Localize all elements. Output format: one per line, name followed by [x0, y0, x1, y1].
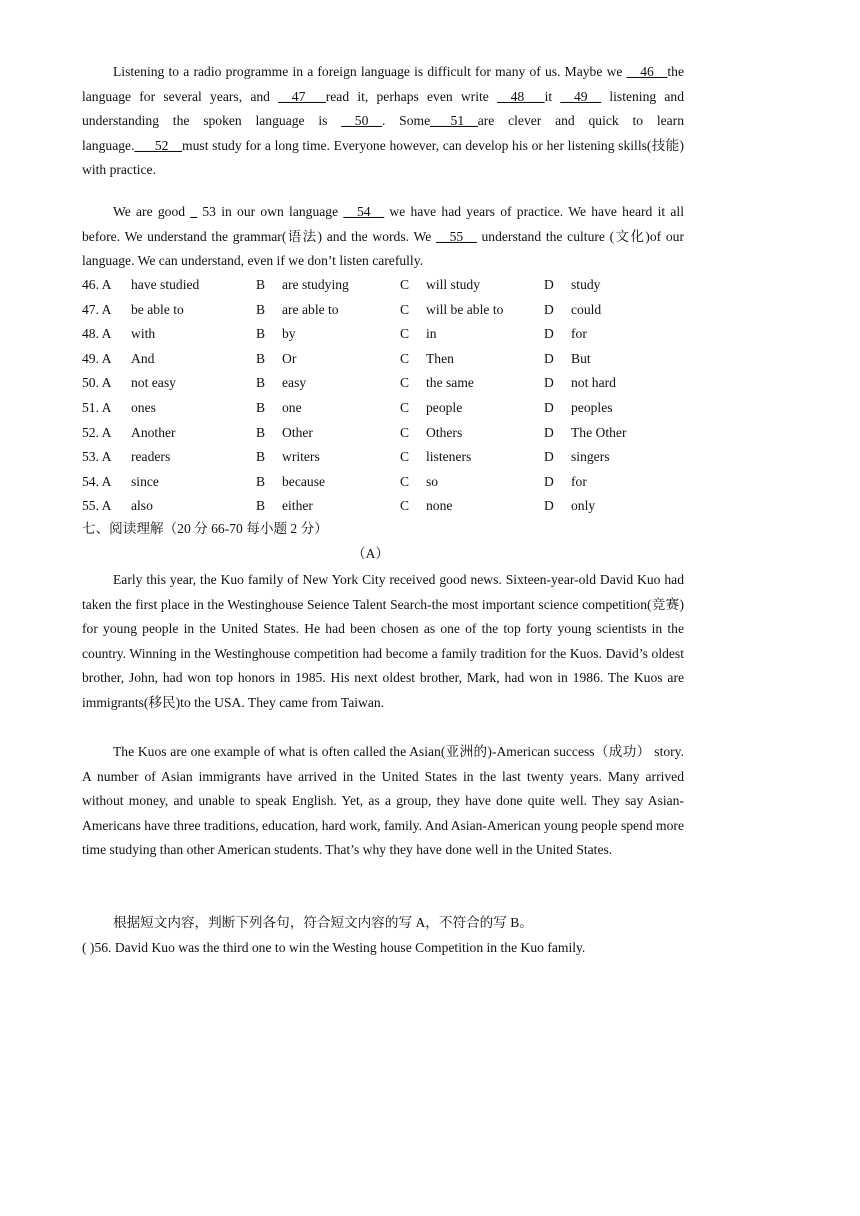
text-run: must study for a long time. Everyone however, can develop his or her listening skills(技能) with practice. [82, 137, 684, 178]
option-row [82, 445, 684, 470]
blank: __49__ [560, 88, 602, 104]
blank: __46__ [626, 64, 668, 79]
letter-d: D [544, 350, 554, 366]
letter-d: D [544, 449, 554, 465]
cloze-paragraph-2 [82, 200, 684, 274]
option-number: 55. A [82, 498, 112, 514]
option-a: with [131, 326, 156, 342]
option-number: 47. A [82, 301, 112, 317]
blank: __47___ [278, 88, 326, 104]
reading-paragraph-2: The Kuos are one example of what is often called the Asian(亚洲的)-American success（成功） story. A number of Asian immigrants have arrived in the United States in the last twenty years. Many arrived without money, and unable to speak English. Yet, as a group, they have done quite well. They say Asian-Americans have three traditions, education, hard work, family. And Asian-American young people spend more time studying than other American students. That’s why they have done well in the United States. [82, 744, 684, 858]
option-d: for [571, 326, 587, 342]
option-number: 48. A [82, 326, 112, 342]
option-number: 50. A [82, 375, 112, 391]
option-b: are studying [282, 277, 349, 292]
option-a: readers [131, 449, 171, 465]
option-row [82, 396, 684, 421]
option-b: by [282, 326, 296, 342]
option-b: one [282, 400, 302, 415]
letter-c: C [400, 424, 410, 440]
blank: _ [190, 204, 198, 219]
text-run: . Some [381, 113, 431, 129]
option-b: because [282, 473, 326, 489]
text-run: understand the culture (文化)of our language. We can understand, even if we don’t listen carefully. [82, 228, 684, 269]
option-a: not easy [131, 375, 176, 391]
text-run: 53 in our own language [197, 204, 344, 219]
letter-b: B [256, 424, 266, 440]
option-a: Another [131, 424, 176, 440]
blank: ___52__ [134, 137, 183, 153]
text-run: We are good [113, 204, 191, 219]
option-c: the same [426, 375, 474, 391]
letter-d: D [544, 375, 554, 391]
option-b: easy [282, 375, 307, 391]
letter-d: D [544, 326, 554, 342]
option-d: not hard [571, 375, 616, 391]
letter-d: D [544, 424, 554, 440]
option-b: either [282, 498, 313, 514]
option-b: Other [282, 424, 313, 440]
option-a: have studied [131, 277, 200, 292]
letter-b: B [256, 326, 266, 342]
option-d: The Other [571, 424, 627, 440]
letter-c: C [400, 400, 410, 415]
instruction: 根据短文内容，判断下列各句，符合短文内容的写 A，不符合的写 B。 [113, 915, 533, 930]
option-c: in [426, 326, 437, 342]
option-row [82, 273, 684, 298]
option-c: listeners [426, 449, 472, 465]
letter-c: C [400, 375, 410, 391]
option-row [82, 322, 684, 347]
option-row [82, 494, 684, 519]
letter-b: B [256, 375, 266, 391]
text-run: we have had years of practice. We have heard it all before. We understand the grammar(语法) and the words. We [82, 204, 684, 244]
text-run: listening and understanding the spoken language is [82, 88, 685, 129]
option-number: 51. A [82, 400, 112, 415]
text-run: are clever and quick to learn language. [82, 113, 685, 153]
option-row [82, 347, 684, 372]
letter-c: C [400, 473, 410, 489]
text-run: the language for several years, and [82, 64, 684, 104]
option-number: 46. A [82, 277, 112, 292]
letter-c: C [400, 277, 410, 292]
letter-d: D [544, 301, 554, 317]
option-row [82, 470, 684, 495]
option-a: ones [131, 400, 156, 415]
letter-c: C [400, 301, 410, 317]
option-d: singers [571, 449, 610, 465]
blank: __55__ [436, 228, 477, 244]
letter-d: D [544, 277, 554, 292]
reading-paragraph-1: Early this year, the Kuo family of New York City received good news. Sixteen-year-old David Kuo had taken the first place in the Westinghouse Seience Talent Search-the most important science competition(竞赛) for young people in the United States. He had been chosen as one of the top forty young scientists in the country. Winning in the Westinghouse competition had become a family tradition for the Kuos. David’s oldest brother, John, had won top honors in 1985. His next oldest brother, Mark, had won in 1986. The Kuos are immigrants(移民)to the USA. They came from Taiwan. [82, 572, 684, 710]
option-number: 54. A [82, 473, 112, 489]
letter-c: C [400, 326, 410, 342]
text-run: it [544, 88, 561, 104]
letter-b: B [256, 473, 266, 489]
option-d: could [571, 301, 602, 317]
option-d: peoples [571, 400, 613, 415]
question-56: ( )56. David Kuo was the third one to win the Westing house Competition in the Kuo family. [82, 940, 586, 955]
blank: __54__ [343, 204, 385, 219]
letter-d: D [544, 498, 554, 514]
option-c: none [426, 498, 453, 514]
blank: ___51__ [430, 113, 478, 129]
option-number: 53. A [82, 449, 112, 465]
letter-c: C [400, 449, 410, 465]
option-c: will study [426, 277, 481, 292]
blank: __48___ [497, 88, 545, 104]
option-a: also [131, 498, 153, 514]
option-c: people [426, 400, 463, 415]
option-b: Or [282, 350, 297, 366]
option-c: so [426, 473, 439, 489]
letter-c: C [400, 350, 410, 366]
option-number: 49. A [82, 350, 112, 366]
letter-b: B [256, 350, 266, 366]
cloze-paragraph-1 [82, 60, 684, 183]
option-row [82, 298, 684, 323]
letter-b: B [256, 400, 266, 415]
part-label: （A） [352, 546, 390, 561]
blank: __50__ [341, 113, 382, 129]
option-a: And [131, 350, 155, 366]
option-c: Then [426, 350, 454, 366]
option-row [82, 421, 684, 446]
letter-c: C [400, 498, 410, 514]
section-title: 七、阅读理解（20 分 66-70 每小题 2 分） [82, 521, 328, 536]
option-d: But [571, 350, 591, 366]
option-a: since [131, 473, 159, 489]
option-d: for [571, 473, 587, 489]
option-number: 52. A [82, 424, 112, 440]
letter-d: D [544, 473, 554, 489]
option-d: only [571, 498, 596, 514]
option-c: Others [426, 424, 463, 440]
option-c: will be able to [426, 301, 504, 317]
text-run: Listening to a radio programme in a foreign language is difficult for many of us. Maybe we [113, 64, 627, 79]
letter-b: B [256, 277, 266, 292]
option-d: study [571, 277, 601, 292]
letter-b: B [256, 301, 266, 317]
text-run: read it, perhaps even write [325, 88, 498, 104]
option-a: be able to [131, 301, 184, 317]
letter-b: B [256, 449, 266, 465]
letter-d: D [544, 400, 554, 415]
letter-b: B [256, 498, 266, 514]
option-b: writers [282, 449, 320, 465]
option-row [82, 371, 684, 396]
option-b: are able to [282, 301, 339, 317]
